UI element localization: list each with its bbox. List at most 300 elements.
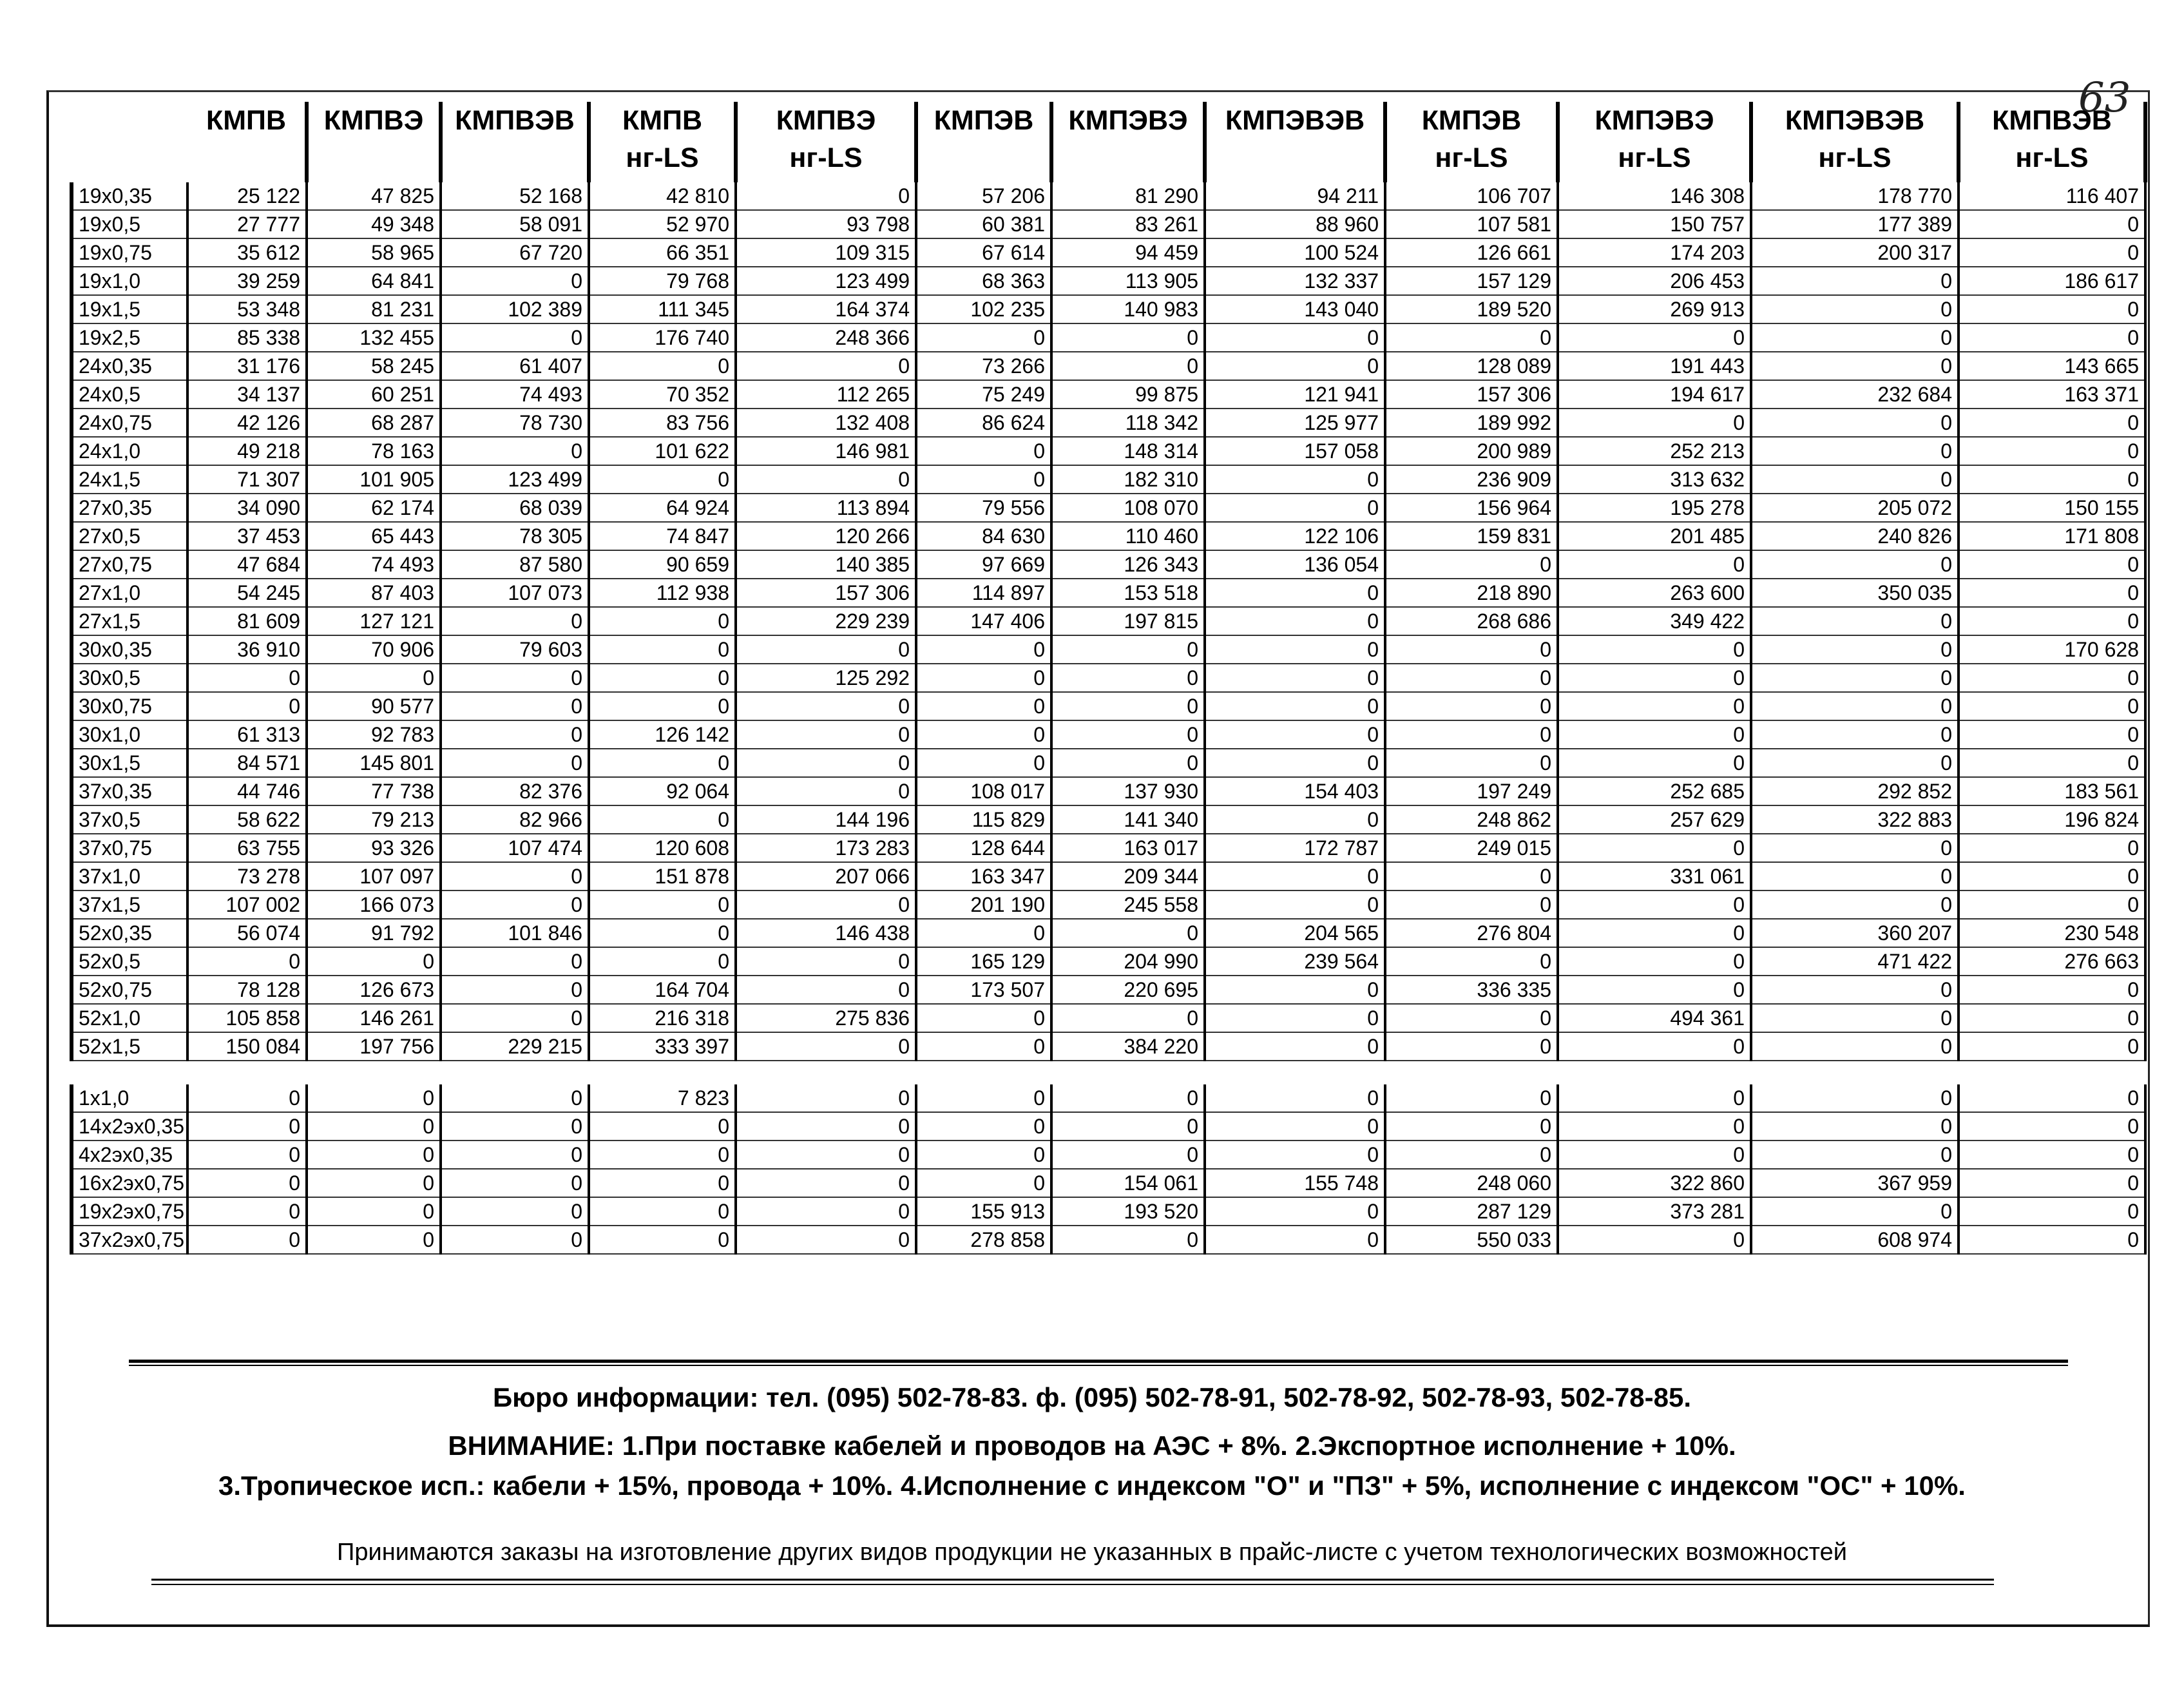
- price-cell: 0: [1751, 295, 1959, 323]
- table-row: [72, 380, 2145, 409]
- price-cell: 0: [1558, 1141, 1751, 1169]
- price-cell: 75 249: [916, 380, 1051, 409]
- table-row: [72, 1084, 2145, 1112]
- column-header-title: КМПЭВЭ: [1068, 105, 1188, 136]
- price-cell: 140 385: [736, 550, 916, 579]
- price-cell: 0: [1751, 1197, 1959, 1226]
- price-cell: 0: [589, 664, 736, 692]
- price-cell: 0: [1205, 1084, 1385, 1112]
- price-cell: 93 798: [736, 210, 916, 238]
- price-cell: 109 315: [736, 238, 916, 267]
- price-cell: 68 363: [916, 267, 1051, 295]
- orders-note: Принимаются заказы на изготовление других видов продукции не указанных в прайс-листе с учетом технологических возможностей: [337, 1539, 1847, 1566]
- price-cell: 0: [1385, 862, 1558, 890]
- price-cell: 0: [1959, 210, 2145, 238]
- price-cell: 79 768: [589, 267, 736, 295]
- price-cell: 0: [1051, 352, 1205, 380]
- price-cell: 186 617: [1959, 267, 2145, 295]
- price-cell: 278 858: [916, 1226, 1051, 1254]
- price-cell: 65 443: [307, 522, 441, 550]
- price-cell: 154 403: [1205, 777, 1385, 805]
- price-cell: 205 072: [1751, 494, 1959, 522]
- price-cell: 0: [916, 749, 1051, 777]
- price-cell: 0: [1205, 1141, 1385, 1169]
- gap-cell: [1959, 1061, 2145, 1084]
- price-cell: 0: [916, 1084, 1051, 1112]
- price-cell: 94 211: [1205, 182, 1385, 210]
- price-cell: 141 340: [1051, 805, 1205, 834]
- table-row: [72, 947, 2145, 976]
- price-cell: 0: [441, 437, 589, 465]
- price-cell: 0: [1959, 409, 2145, 437]
- price-cell: 0: [1959, 550, 2145, 579]
- price-cell: 0: [736, 749, 916, 777]
- gap-cell: [441, 1061, 589, 1084]
- cable-size-cell: 37x2эx0,75: [72, 1226, 187, 1254]
- price-cell: 0: [441, 1197, 589, 1226]
- price-cell: 123 499: [736, 267, 916, 295]
- price-cell: 0: [1385, 323, 1558, 352]
- price-cell: 0: [736, 890, 916, 919]
- column-header: [589, 102, 736, 182]
- cable-size-cell: 52x1,5: [72, 1032, 187, 1061]
- price-cell: 132 337: [1205, 267, 1385, 295]
- price-cell: 178 770: [1751, 182, 1959, 210]
- price-cell: 360 207: [1751, 919, 1959, 947]
- column-header-subtitle: нг-LS: [1618, 142, 1691, 173]
- price-cell: 52 168: [441, 182, 589, 210]
- price-cell: 107 474: [441, 834, 589, 862]
- price-cell: 67 614: [916, 238, 1051, 267]
- price-cell: 120 608: [589, 834, 736, 862]
- price-cell: 153 518: [1051, 579, 1205, 607]
- price-cell: 197 815: [1051, 607, 1205, 635]
- column-header-title: КМПЭВЭ: [1595, 105, 1714, 136]
- table-row: [72, 494, 2145, 522]
- cable-size-cell: 37x0,75: [72, 834, 187, 862]
- price-cell: 159 831: [1385, 522, 1558, 550]
- price-cell: 82 966: [441, 805, 589, 834]
- price-cell: 0: [1051, 1141, 1205, 1169]
- price-cell: 137 930: [1051, 777, 1205, 805]
- table-row: [72, 1032, 2145, 1061]
- price-cell: 146 981: [736, 437, 916, 465]
- price-cell: 0: [441, 976, 589, 1004]
- price-cell: 0: [916, 1112, 1051, 1141]
- cable-size-cell: 27x1,5: [72, 607, 187, 635]
- price-cell: 0: [1959, 890, 2145, 919]
- price-cell: 0: [1205, 323, 1385, 352]
- price-cell: 74 493: [307, 550, 441, 579]
- price-cell: 52 970: [589, 210, 736, 238]
- price-cell: 0: [1051, 720, 1205, 749]
- price-cell: 157 306: [1385, 380, 1558, 409]
- price-cell: 0: [1205, 805, 1385, 834]
- price-cell: 0: [1051, 749, 1205, 777]
- price-cell: 292 852: [1751, 777, 1959, 805]
- price-cell: 120 266: [736, 522, 916, 550]
- price-cell: 196 824: [1959, 805, 2145, 834]
- cable-size-cell: 4x2эx0,35: [72, 1141, 187, 1169]
- page-number: 63: [2078, 74, 2131, 122]
- price-cell: 0: [307, 947, 441, 976]
- price-cell: 0: [1205, 1032, 1385, 1061]
- price-cell: 107 581: [1385, 210, 1558, 238]
- price-cell: 0: [1558, 749, 1751, 777]
- price-cell: 27 777: [187, 210, 307, 238]
- price-cell: 0: [1751, 976, 1959, 1004]
- price-cell: 116 407: [1959, 182, 2145, 210]
- price-cell: 239 564: [1205, 947, 1385, 976]
- price-cell: 0: [307, 1084, 441, 1112]
- column-header-subtitle: нг-LS: [1818, 142, 1892, 173]
- price-cell: 0: [1558, 890, 1751, 919]
- price-cell: 31 176: [187, 352, 307, 380]
- column-header-title: КМПЭВ: [934, 105, 1034, 136]
- price-cell: 0: [441, 749, 589, 777]
- price-cell: 128 089: [1385, 352, 1558, 380]
- price-cell: 63 755: [187, 834, 307, 862]
- price-cell: 0: [187, 1226, 307, 1254]
- price-cell: 111 345: [589, 295, 736, 323]
- price-cell: 60 251: [307, 380, 441, 409]
- orders-rule-thin: [151, 1584, 1994, 1585]
- price-cell: 0: [1205, 352, 1385, 380]
- cable-size-cell: 30x1,0: [72, 720, 187, 749]
- price-cell: 66 351: [589, 238, 736, 267]
- table-row: [72, 437, 2145, 465]
- price-cell: 220 695: [1051, 976, 1205, 1004]
- price-cell: 0: [1751, 550, 1959, 579]
- cable-size-cell: 30x0,5: [72, 664, 187, 692]
- price-cell: 249 015: [1385, 834, 1558, 862]
- price-cell: 0: [1205, 862, 1385, 890]
- price-cell: 0: [736, 1112, 916, 1141]
- price-cell: 0: [589, 890, 736, 919]
- price-cell: 90 659: [589, 550, 736, 579]
- gap-cell: [307, 1061, 441, 1084]
- price-cell: 174 203: [1558, 238, 1751, 267]
- price-cell: 248 060: [1385, 1169, 1558, 1197]
- price-cell: 0: [1751, 323, 1959, 352]
- price-cell: 0: [1205, 1004, 1385, 1032]
- price-cell: 121 941: [1205, 380, 1385, 409]
- price-cell: 53 348: [187, 295, 307, 323]
- price-cell: 0: [736, 352, 916, 380]
- price-cell: 42 126: [187, 409, 307, 437]
- price-cell: 0: [187, 947, 307, 976]
- price-cell: 0: [1959, 238, 2145, 267]
- price-cell: 83 756: [589, 409, 736, 437]
- price-cell: 0: [1205, 1226, 1385, 1254]
- price-cell: 7 823: [589, 1084, 736, 1112]
- price-cell: 0: [1959, 1032, 2145, 1061]
- price-cell: 0: [1959, 1197, 2145, 1226]
- column-header-title: КМПЭВЭВ: [1785, 105, 1925, 136]
- price-cell: 240 826: [1751, 522, 1959, 550]
- price-cell: 127 121: [307, 607, 441, 635]
- table-row: [72, 1141, 2145, 1169]
- footer-rule: [129, 1360, 2068, 1363]
- bureau-info: Бюро информации: тел. (095) 502-78-83. ф. (095) 502-78-91, 502-78-92, 502-78-93, 502-78-85.: [492, 1382, 1692, 1412]
- table-row: [72, 777, 2145, 805]
- price-cell: 0: [1751, 1004, 1959, 1032]
- price-cell: 0: [1959, 1084, 2145, 1112]
- price-cell: 173 507: [916, 976, 1051, 1004]
- price-cell: 229 215: [441, 1032, 589, 1061]
- price-cell: 0: [187, 1141, 307, 1169]
- header-row: [72, 102, 2145, 182]
- price-cell: 276 804: [1385, 919, 1558, 947]
- price-cell: 64 924: [589, 494, 736, 522]
- price-cell: 0: [441, 323, 589, 352]
- price-cell: 83 261: [1051, 210, 1205, 238]
- price-cell: 322 860: [1558, 1169, 1751, 1197]
- price-cell: 67 720: [441, 238, 589, 267]
- gap-cell: [187, 1061, 307, 1084]
- price-cell: 58 622: [187, 805, 307, 834]
- price-cell: 0: [589, 749, 736, 777]
- price-cell: 78 305: [441, 522, 589, 550]
- cable-size-cell: 14x2эx0,35: [72, 1112, 187, 1141]
- price-cell: 68 287: [307, 409, 441, 437]
- cable-size-cell: 52x0,75: [72, 976, 187, 1004]
- price-cell: 350 035: [1751, 579, 1959, 607]
- price-cell: 0: [1751, 890, 1959, 919]
- price-cell: 195 278: [1558, 494, 1751, 522]
- price-cell: 126 343: [1051, 550, 1205, 579]
- price-cell: 0: [1385, 1032, 1558, 1061]
- gap-cell: [736, 1061, 916, 1084]
- price-cell: 49 348: [307, 210, 441, 238]
- price-cell: 197 249: [1385, 777, 1558, 805]
- price-cell: 34 137: [187, 380, 307, 409]
- price-cell: 81 290: [1051, 182, 1205, 210]
- price-cell: 0: [1051, 664, 1205, 692]
- column-header: [307, 102, 441, 182]
- price-cell: 230 548: [1959, 919, 2145, 947]
- cable-size-cell: 37x1,5: [72, 890, 187, 919]
- column-header-title: КМПВЭ: [776, 105, 876, 136]
- price-cell: 86 624: [916, 409, 1051, 437]
- price-cell: 163 017: [1051, 834, 1205, 862]
- cable-size-cell: 30x0,35: [72, 635, 187, 664]
- column-header: [1385, 102, 1558, 182]
- table-row: [72, 749, 2145, 777]
- price-cell: 0: [1751, 352, 1959, 380]
- price-cell: 0: [736, 777, 916, 805]
- price-cell: 107 073: [441, 579, 589, 607]
- price-cell: 0: [736, 1084, 916, 1112]
- table-row: [72, 919, 2145, 947]
- price-cell: 0: [1385, 664, 1558, 692]
- price-cell: 0: [1385, 720, 1558, 749]
- price-cell: 367 959: [1751, 1169, 1959, 1197]
- price-cell: 0: [736, 692, 916, 720]
- price-cell: 146 308: [1558, 182, 1751, 210]
- table-row: [72, 522, 2145, 550]
- cable-size-cell: 19x0,75: [72, 238, 187, 267]
- cable-size-cell: 1x1,0: [72, 1084, 187, 1112]
- price-cell: 147 406: [916, 607, 1051, 635]
- cable-size-cell: 19x0,35: [72, 182, 187, 210]
- price-cell: 608 974: [1751, 1226, 1959, 1254]
- price-cell: 0: [1751, 437, 1959, 465]
- price-cell: 0: [1959, 749, 2145, 777]
- price-cell: 90 577: [307, 692, 441, 720]
- price-cell: 0: [1959, 295, 2145, 323]
- table-row: [72, 1112, 2145, 1141]
- price-cell: 0: [589, 919, 736, 947]
- table-row: [72, 862, 2145, 890]
- price-cell: 0: [916, 692, 1051, 720]
- price-cell: 114 897: [916, 579, 1051, 607]
- table-row: [72, 267, 2145, 295]
- price-cell: 0: [916, 437, 1051, 465]
- price-cell: 0: [307, 1197, 441, 1226]
- price-cell: 92 783: [307, 720, 441, 749]
- price-cell: 47 684: [187, 550, 307, 579]
- price-cell: 150 155: [1959, 494, 2145, 522]
- price-cell: 0: [916, 919, 1051, 947]
- price-cell: 108 070: [1051, 494, 1205, 522]
- price-cell: 44 746: [187, 777, 307, 805]
- price-cell: 0: [1385, 947, 1558, 976]
- price-cell: 336 335: [1385, 976, 1558, 1004]
- price-cell: 0: [1751, 1112, 1959, 1141]
- price-cell: 0: [1959, 579, 2145, 607]
- price-cell: 125 977: [1205, 409, 1385, 437]
- price-cell: 102 389: [441, 295, 589, 323]
- price-cell: 113 905: [1051, 267, 1205, 295]
- gap-cell: [72, 1061, 187, 1084]
- price-cell: 0: [1959, 1169, 2145, 1197]
- price-cell: 73 266: [916, 352, 1051, 380]
- price-cell: 0: [589, 635, 736, 664]
- price-cell: 163 371: [1959, 380, 2145, 409]
- price-cell: 0: [916, 1169, 1051, 1197]
- column-header-subtitle: нг-LS: [789, 142, 863, 173]
- price-cell: 0: [736, 635, 916, 664]
- price-cell: 0: [1385, 1112, 1558, 1141]
- price-cell: 0: [1751, 834, 1959, 862]
- price-cell: 0: [589, 947, 736, 976]
- price-table: [70, 102, 2147, 1255]
- price-cell: 269 913: [1558, 295, 1751, 323]
- price-cell: 0: [1051, 323, 1205, 352]
- price-cell: 0: [1751, 267, 1959, 295]
- price-cell: 263 600: [1558, 579, 1751, 607]
- price-cell: 0: [1751, 409, 1959, 437]
- price-cell: 0: [441, 890, 589, 919]
- price-cell: 0: [1751, 664, 1959, 692]
- price-cell: 0: [736, 1197, 916, 1226]
- price-cell: 140 983: [1051, 295, 1205, 323]
- price-cell: 0: [589, 352, 736, 380]
- cable-size-cell: 52x1,0: [72, 1004, 187, 1032]
- price-cell: 0: [187, 664, 307, 692]
- price-cell: 0: [1558, 664, 1751, 692]
- price-cell: 68 039: [441, 494, 589, 522]
- price-cell: 0: [1051, 919, 1205, 947]
- price-cell: 0: [1205, 579, 1385, 607]
- column-header: [916, 102, 1051, 182]
- table-row: [72, 238, 2145, 267]
- price-cell: 0: [1385, 1084, 1558, 1112]
- price-cell: 62 174: [307, 494, 441, 522]
- price-cell: 156 964: [1385, 494, 1558, 522]
- price-cell: 125 292: [736, 664, 916, 692]
- table-row: [72, 1169, 2145, 1197]
- price-cell: 146 438: [736, 919, 916, 947]
- price-cell: 209 344: [1051, 862, 1205, 890]
- price-cell: 0: [916, 1004, 1051, 1032]
- column-header-title: КМПВЭВ: [1992, 105, 2112, 136]
- price-cell: 0: [1385, 692, 1558, 720]
- price-cell: 0: [1558, 409, 1751, 437]
- price-cell: 0: [916, 323, 1051, 352]
- price-cell: 0: [187, 1084, 307, 1112]
- price-cell: 64 841: [307, 267, 441, 295]
- price-cell: 70 352: [589, 380, 736, 409]
- price-cell: 206 453: [1558, 267, 1751, 295]
- price-cell: 56 074: [187, 919, 307, 947]
- price-cell: 0: [1959, 465, 2145, 494]
- price-cell: 0: [1558, 976, 1751, 1004]
- price-cell: 47 825: [307, 182, 441, 210]
- price-cell: 384 220: [1051, 1032, 1205, 1061]
- price-cell: 163 347: [916, 862, 1051, 890]
- price-cell: 0: [1751, 635, 1959, 664]
- price-cell: 0: [1751, 607, 1959, 635]
- gap-cell: [1751, 1061, 1959, 1084]
- price-cell: 61 407: [441, 352, 589, 380]
- price-cell: 148 314: [1051, 437, 1205, 465]
- price-cell: 36 910: [187, 635, 307, 664]
- price-cell: 201 485: [1558, 522, 1751, 550]
- price-cell: 101 905: [307, 465, 441, 494]
- price-cell: 78 163: [307, 437, 441, 465]
- price-cell: 0: [1205, 664, 1385, 692]
- price-cell: 373 281: [1558, 1197, 1751, 1226]
- table-row: [72, 720, 2145, 749]
- price-cell: 84 571: [187, 749, 307, 777]
- price-cell: 313 632: [1558, 465, 1751, 494]
- price-cell: 252 213: [1558, 437, 1751, 465]
- cable-size-cell: 27x1,0: [72, 579, 187, 607]
- price-cell: 144 196: [736, 805, 916, 834]
- gap-cell: [916, 1061, 1051, 1084]
- price-cell: 0: [916, 720, 1051, 749]
- cable-size-cell: 37x0,35: [72, 777, 187, 805]
- price-cell: 0: [1558, 692, 1751, 720]
- cable-size-cell: 24x0,75: [72, 409, 187, 437]
- price-cell: 0: [1205, 692, 1385, 720]
- price-cell: 0: [1205, 1197, 1385, 1226]
- price-cell: 0: [1751, 1084, 1959, 1112]
- table-row: [72, 295, 2145, 323]
- price-cell: 0: [916, 635, 1051, 664]
- price-cell: 0: [1051, 1112, 1205, 1141]
- price-cell: 37 453: [187, 522, 307, 550]
- price-cell: 0: [1051, 1226, 1205, 1254]
- price-cell: 0: [1558, 919, 1751, 947]
- price-cell: 0: [1959, 607, 2145, 635]
- price-cell: 0: [441, 947, 589, 976]
- price-cell: 166 073: [307, 890, 441, 919]
- cable-size-cell: 30x0,75: [72, 692, 187, 720]
- price-cell: 0: [1385, 635, 1558, 664]
